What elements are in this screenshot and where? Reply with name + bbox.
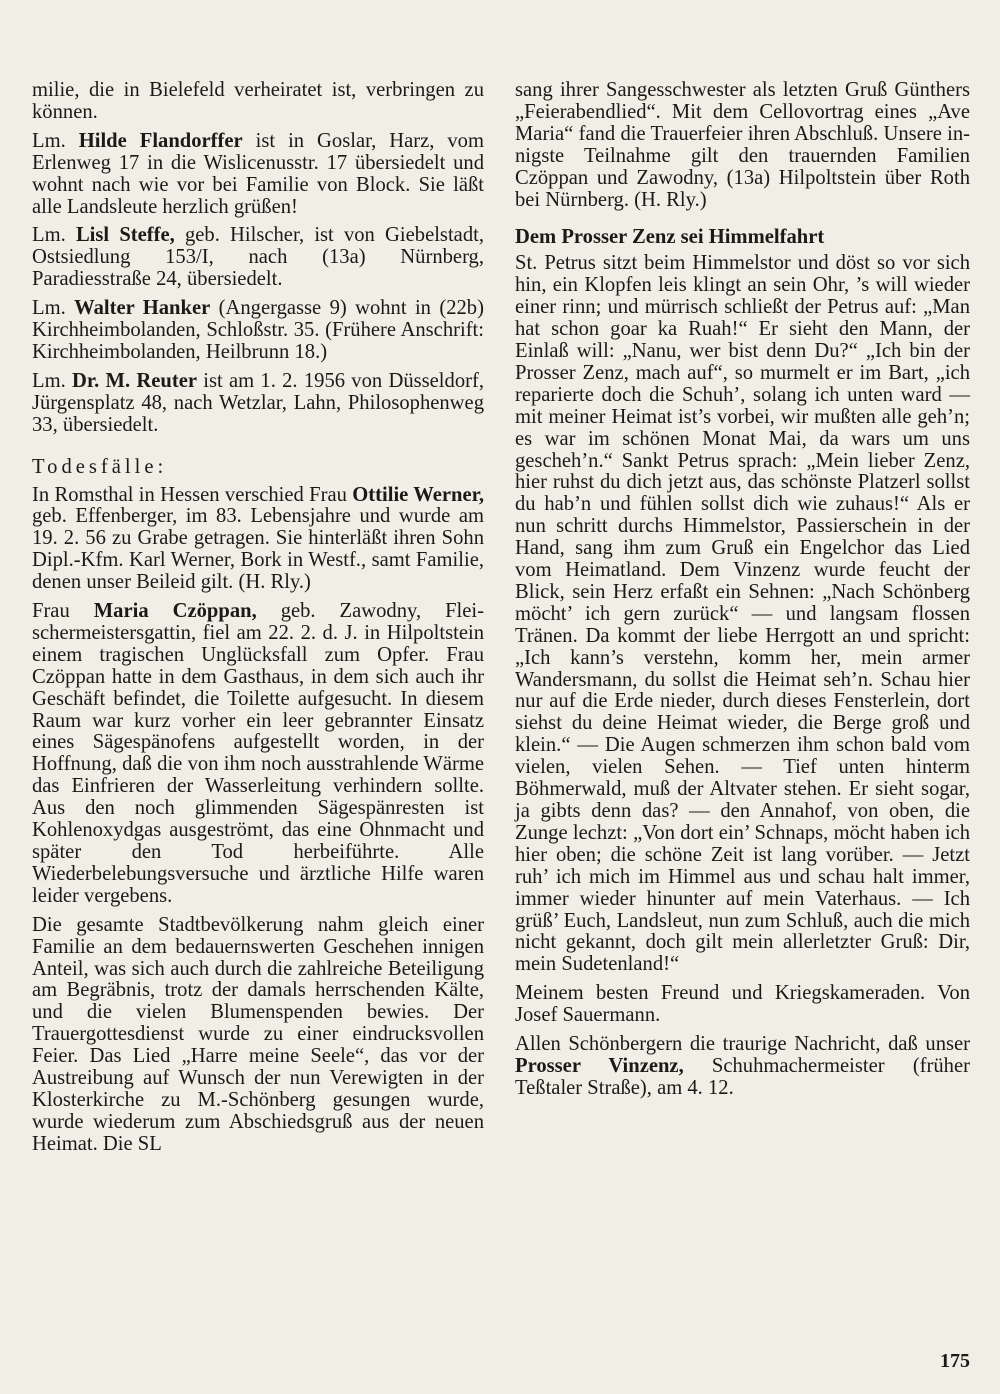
person-name: Maria Czöppan, bbox=[93, 600, 257, 623]
person-name: Prosser Vinzenz, bbox=[515, 1054, 684, 1077]
paragraph: Meinem besten Freund und Kriegskameraden. Von Josef Sauermann. bbox=[515, 982, 970, 1027]
person-name: Lisl Steffe, bbox=[75, 224, 175, 247]
page-number: 175 bbox=[940, 1350, 970, 1372]
article-heading: Dem Prosser Zenz sei Himmelfahrt bbox=[515, 226, 825, 249]
person-name: Hilde Flandorffer bbox=[78, 129, 243, 152]
right-column bbox=[515, 80, 970, 1107]
paragraph: Lm. Hilde Flandorffer ist in Goslar, Harz, vom Erlenweg 17 in die Wislicenusstr. 17 übersiedelt und wohnt nach wie vor bei Familie von Block. Sie läßt alle Landsleute herzlich grüßen! bbox=[32, 129, 484, 218]
left-column bbox=[32, 80, 484, 1163]
person-name: Ottilie Werner, bbox=[352, 483, 484, 506]
paragraph: Lm. Walter Hanker (Angergasse 9) wohnt in (22b) Kirchheimbolanden, Schloßstr. 35. (Frühere Anschrift: Kirchheimbolanden, Heilbrunn 18.) bbox=[32, 297, 484, 363]
paragraph: Lm. Dr. M. Reuter ist am 1. 2. 1956 von Düsseldorf, Jürgensplatz 48, nach Wetzlar, Lahn, Philosophenweg 33, übersiedelt. bbox=[32, 369, 484, 436]
paragraph: St. Petrus sitzt beim Himmelstor und döst so vor sich hin, ein Klopfen leis klingt an sein Ohr, ’s will wieder einer rinn; und mürrisch schließt der Petrus auf: „Man hat schon goar ka Ruah!“ Er sieht den Mann, der Einlaß will: „Nanu, wer bist denn Du?“ „Ich bin der Prosser Zenz, mach auf“, so murmelt er im Bart, „ich reparierte doch die Schuh’, solang ich unten ward — mit meiner Heimat ist’s vorbei, wir mußten alle geh’n; es war im schönen Monat Mai, da wars um uns gescheh’n.“ Sankt Petrus sprach: „Mein lieber Zenz, hier ruhst du dich jetzt aus, das schönste Platzerl sollst du hab’n und fühlen sollst dich wie zuhaus!“ Als er nun schritt durchs Himmelstor, Passierschein in der Hand, sang ihm zum Gruß ein Engelchor das Lied vom Heimatland. Dem Vinzenz wurde feucht der Blick, sein Herz erfaßt ein Sehnen: „Nach Schönberg möcht’ ich gern zurück“ — und langsam flossen Tränen. Da kommt der liebe Herrgott an und spricht: „Ich kann’s verstehn, komm her, mein armer Wandersmann, du sollst die Heimat seh’n. Schau hier nur auf die Erde nieder, durch dieses Fensterlein, dort siehst du deine Heimat wieder, die Berge groß und klein.“ — Die Augen schmerzen ihm schon bald vom vielen, vielen Sehen. — Tief unten hinterm Böhmerwald, muß der Altvater stehen. Er sieht sogar, ja gibts denn das? — den Annahof, von oben, die Zunge lechzt: „Von dort ein’ Schnaps, möcht haben ich hier oben; die schöne Zeit ist lang vorüber. — Jetzt ruh’ ich mich im Himmel aus und schau halt immer, immer wieder hinunter auf mein Vaterhaus. — Ich grüß’ Euch, Landsleut, nun zum Schluß, auch die mich nicht gekannt, doch gilt mein allerletzter Gruß: Dir, mein Sudetenland!“ bbox=[515, 252, 970, 976]
paragraph: Allen Schönbergern die traurige Nachricht, daß unser Prosser Vinzenz, Schuhmachermeister (früher Teßtaler Straße), am 4. 12. bbox=[515, 1033, 970, 1099]
paragraph: milie, die in Bielefeld verheiratet ist, verbringen zu können. bbox=[32, 79, 484, 123]
paragraph: Frau Maria Czöppan, geb. Zawodny, Fleischermeistersgattin, fiel am 22. 2. d. J. in Hilpoltstein einem tragischen Unglücksfall zum Opfer. Frau Czöppan hatte in dem Gasthaus, in dem sich auch ihr Geschäft befindet, die Toilette aufgesucht. In diesem Raum war kurz vorher ein leer gebrannter Einsatz eines Sägespänofens aufgestellt worden, in der Hoffnung, daß die von ihm noch ausstrahlende Wärme das Einfrieren der Wasserleitung verhindern sollte. Aus den noch glimmenden Sägespänresten ist Kohlenoxydgas ausgeströmt, das eine Ohnmacht und später den Tod herbeiführte. Alle Wiederbelebungsversuche und ärztliche Hilfe waren leider vergebens. bbox=[32, 600, 484, 907]
person-name: Dr. M. Reuter bbox=[72, 369, 198, 392]
section-heading-deaths: Todesfälle: bbox=[32, 455, 168, 478]
person-name: Walter Hanker bbox=[74, 297, 211, 320]
paragraph: Die gesamte Stadtbevölkerung nahm gleich einer Familie an dem bedauernswerten Geschehen innigen Anteil, was sich auch durch die zahlreiche Beteiligung am Begräbnis, trotz der damals herrschenden Kälte, und die vielen Blumenspenden bewies. Der Trauergottesdienst wurde zu einer eindrucksvollen Feier. Das Lied „Harre meine Seele“, das vor der Austreibung auf Wunsch der nun Verewigten in der Klosterkirche zu M.-Schönberg gesungen wurde, wurde wiederum zum Abschiedsgruß aus der neuen Heimat. Die SL bbox=[32, 913, 484, 1155]
paragraph: Lm. Lisl Steffe, geb. Hilscher, ist von Giebelstadt, Ostsiedlung 153/I, nach (13a) Nürnberg, Paradiesstraße 24, übersiedelt. bbox=[32, 224, 484, 291]
paragraph: sang ihrer Sangesschwester als letzten Gruß Günthers „Feierabendlied“. Mit dem Cellovortrag eines „Ave Maria“ fand die Trauerfeier ihren Abschluß. Unsere innigste Teilnahme gilt den trauernden Familien Czöppan und Zawodny, (13a) Hilpoltstein über Roth bei Nürnberg. (H. Rly.) bbox=[515, 79, 970, 211]
paragraph: In Romsthal in Hessen verschied Frau Ottilie Werner, geb. Effenberger, im 83. Lebensjahre und wurde am 19. 2. 56 zu Grabe getragen. Sie hinterläßt ihren Sohn Dipl.-Kfm. Karl Werner, Bork in Westf., samt Familie, denen unser Beileid gilt. (H. Rly.) bbox=[32, 483, 484, 594]
